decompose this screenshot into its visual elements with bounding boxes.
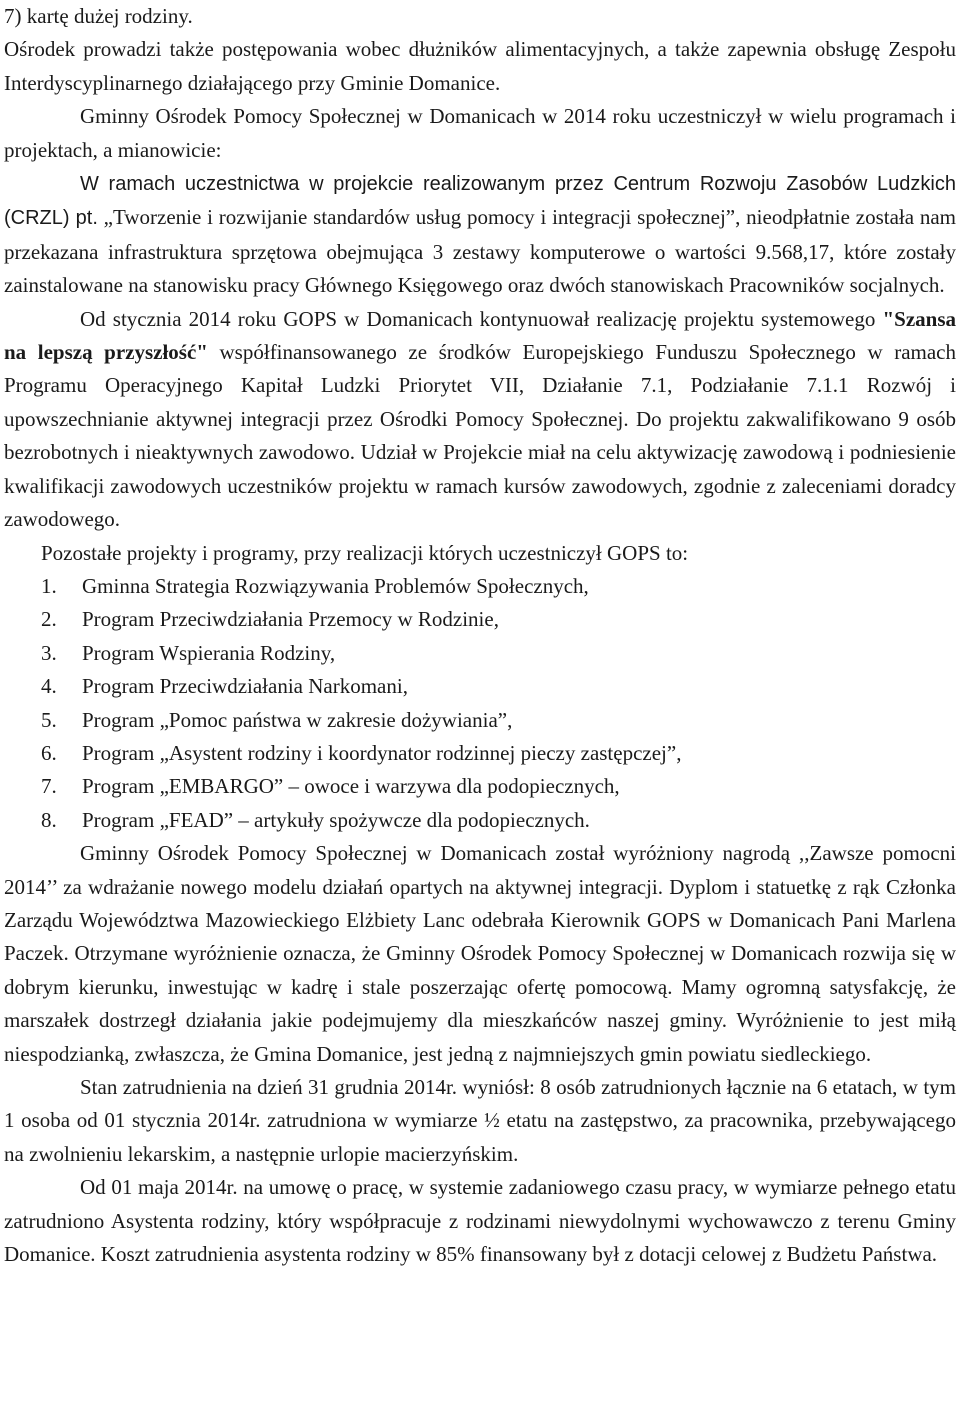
list-item-text: Gminna Strategia Rozwiązywania Problemów Społecznych,: [82, 573, 589, 598]
list-item-text: Program „EMBARGO” – owoce i warzywa dla podopiecznych,: [82, 774, 620, 799]
list-item: [41, 770, 956, 803]
list-item: [41, 637, 956, 670]
list-item: [41, 804, 956, 837]
paragraph-programs-intro: Gminny Ośrodek Pomocy Społecznej w Domanicach w 2014 roku uczestniczył w wielu programach i projektach, a mianowicie:: [4, 104, 956, 162]
paragraph-award: Gminny Ośrodek Pomocy Społecznej w Domanicach został wyróżniony nagrodą ,,Zawsze pomocni 2014’’ za wdrażanie nowego modelu działań opartych na aktywnej integracji. Dyplom i statuetkę z rąk Członka Zarządu Województwa Mazowieckiego Elżbiety Lanc odebrała Kierownik GOPS w Domanicach Pani Marlena Paczek. Otrzymane wyróżnienie oznacza, że Gminny Ośrodek Pomocy Społecznej w Domanicach rozwija się w dobrym kierunku, inwestując w kadrę i stale poszerzając ofertę pomocową. Mamy ogromną satysfakcję, że marszałek dostrzegł działania jakie podejmujemy dla mieszkańców naszej gminy. Wyróżnienie to jest miłą niespodzianką, zwłaszcza, że Gmina Domanice, jest jedną z najmniejszych gmin powiatu siedleckiego.: [4, 841, 956, 1066]
list-item-text: Program Wspierania Rodziny,: [82, 640, 336, 665]
list-item: [41, 704, 956, 737]
project-text-b: współfinansowanego ze środków Europejskiego Funduszu Społecznego w ramach Programu Operacyjnego Kapitał Ludzki Priorytet VII, Działanie 7.1, Podziałanie 7.1.1 Rozwój i upowszechnianie aktywnej integracji przez Ośrodki Pomocy Społecznej. Do projektu zakwalifikowano 9 osób bezrobotnych i nieaktywnych zawodowo. Udział w Projekcie miał na celu aktywizację zawodową i podniesienie kwalifikacji zawodowych uczestników projektu w ramach kursów zawodowych, zgodnie z zaleceniami doradcy zawodowego.: [4, 340, 956, 532]
list-item-number: 4.: [41, 674, 57, 699]
paragraph-project: [4, 303, 956, 537]
paragraph-crzl: [4, 167, 956, 303]
list-item-text: Program „FEAD” – artykuły spożywcze dla podopiecznych.: [82, 807, 590, 832]
list-item-text: Program Przeciwdziałania Przemocy w Rodzinie,: [82, 607, 499, 632]
paragraph-family-assistant: Od 01 maja 2014r. na umowę o pracę, w systemie zadaniowego czasu pracy, w wymiarze pełnego etatu zatrudniono Asystenta rodziny, który współpracuje z rodzinami niewydolnymi wychowawczo z terenu Gminy Domanice. Koszt zatrudnienia asystenta rodziny w 85% finansowany był z dotacji celowej z Budżetu Państwa.: [4, 1175, 956, 1267]
programs-list-intro: Pozostałe projekty i programy, przy realizacji których uczestniczył GOPS to:: [41, 540, 689, 565]
list-item-number: 1.: [41, 573, 57, 598]
list-item: [41, 670, 956, 703]
list-item-number: 2.: [41, 607, 57, 632]
project-title: "Szansa na lepszą przyszłość": [4, 306, 956, 365]
list-item-number: 8.: [41, 807, 57, 832]
paragraph-employment: Stan zatrudnienia na dzień 31 grudnia 2014r. wyniósł: 8 osób zatrudnionych łącznie na 6 etatach, w tym 1 osoba od 01 stycznia 2014r. zatrudniona w wymiarze ½ etatu na zastępstwo, za pracownika, przebywającego na zwolnieniu lekarskim, a następnie urlopie macierzyńskim.: [4, 1075, 956, 1166]
crzl-lead-text: W ramach uczestnictwa w projekcie realizowanym przez Centrum Rozwoju Zasobów Ludzkich (CRZL) pt.: [4, 173, 956, 230]
list-item-number: 3.: [41, 640, 57, 665]
list-item-text: Program Przeciwdziałania Narkomani,: [82, 674, 408, 699]
crzl-rest-text: „Tworzenie i rozwijanie standardów usług pomocy i integracji społecznej”, nieodpłatnie została nam przekazana infrastruktura sprzętowa obejmująca 3 zestawy komputerowe o wartości 9.568,17, które zostały zainstalowane na stanowisku pracy Głównego Księgowego oraz dwóch stanowiskach Pracowników socjalnych.: [4, 205, 957, 298]
list-item-number: 5.: [41, 707, 57, 732]
list-item-text: Program „Asystent rodziny i koordynator rodzinnej pieczy zastępczej”,: [82, 740, 682, 765]
list-item-top: 7) kartę dużej rodziny.: [4, 4, 193, 28]
project-text-a: Od stycznia 2014 roku GOPS w Domanicach kontynuował realizację projektu systemowego: [80, 306, 883, 331]
list-item-number: 7.: [41, 774, 57, 799]
list-item-number: 6.: [41, 740, 57, 765]
programs-list: [4, 570, 956, 837]
list-item: [41, 603, 956, 636]
list-item-text: Program „Pomoc państwa w zakresie dożywiania”,: [82, 707, 513, 732]
list-item: [41, 737, 956, 770]
list-item: [41, 570, 956, 603]
paragraph-debtors: Ośrodek prowadzi także postępowania wobec dłużników alimentacyjnych, a także zapewnia obsługę Zespołu Interdyscyplinarnego działającego przy Gminie Domanice.: [4, 37, 956, 95]
